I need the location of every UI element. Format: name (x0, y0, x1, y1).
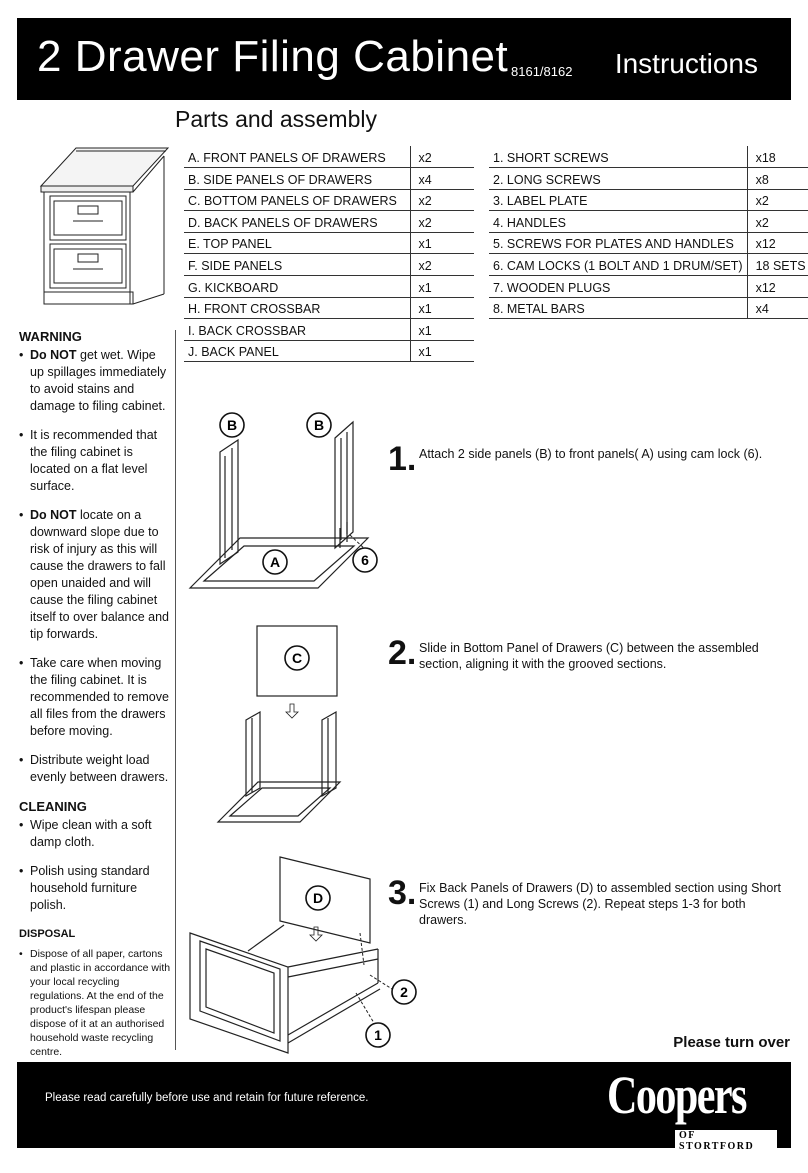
part-quantity: 18 SETS (747, 254, 808, 276)
list-item: • Wipe clean with a soft damp cloth. (19, 817, 173, 851)
list-item-text: locate on a downward slope due to risk of injury as this will cause the drawers to fall open unaided and will cause the filing cabinet itself to over balance and tip forwards. (30, 508, 169, 641)
part-quantity: x4 (747, 297, 808, 319)
table-row (184, 168, 474, 190)
diagram-label-d: D (312, 890, 324, 906)
diagram-label-1: 1 (374, 1027, 382, 1043)
step-number: 1. (388, 440, 417, 478)
part-name: 7. WOODEN PLUGS (489, 276, 747, 298)
part-quantity: x1 (410, 319, 474, 341)
cabinet-illustration (38, 144, 173, 309)
brand-logo (587, 1062, 777, 1152)
part-quantity: x2 (410, 211, 474, 233)
part-name: F. SIDE PANELS (184, 254, 410, 276)
part-quantity: x18 (747, 146, 808, 168)
step-text: Attach 2 side panels (B) to front panels( A) using cam lock (6). (419, 447, 763, 461)
table-row (489, 168, 808, 190)
table-row (184, 189, 474, 211)
diagram-label-b1: B (226, 417, 238, 433)
part-name: G. KICKBOARD (184, 276, 410, 298)
part-quantity: x2 (410, 254, 474, 276)
step2-diagram (210, 624, 360, 834)
header-subtitle: Instructions (614, 48, 758, 79)
table-row (489, 189, 808, 211)
part-quantity: x1 (410, 340, 474, 362)
emphasis: Do NOT (30, 508, 77, 522)
table-row (489, 297, 808, 319)
table-row (184, 146, 474, 168)
part-name: D. BACK PANELS OF DRAWERS (184, 211, 410, 233)
part-name: 3. LABEL PLATE (489, 189, 747, 211)
table-row (184, 254, 474, 276)
part-quantity: x12 (747, 276, 808, 298)
model-number: 8161/8162 (511, 64, 573, 79)
step-number: 3. (388, 874, 417, 912)
part-name: 6. CAM LOCKS (1 BOLT AND 1 DRUM/SET) (489, 254, 747, 276)
table-row (489, 254, 808, 276)
part-name: 2. LONG SCREWS (489, 168, 747, 190)
part-quantity: x1 (410, 276, 474, 298)
part-name: E. TOP PANEL (184, 232, 410, 254)
step-text: Fix Back Panels of Drawers (D) to assembled section using Short Screws (1) and Long Screws (2). Repeat steps 1-3 for both drawers. (419, 881, 781, 927)
diagram-label-2: 2 (400, 984, 408, 1000)
list-item: • Distribute weight load evenly between drawers. (19, 752, 173, 786)
header-bar (17, 18, 791, 100)
list-item-text: get wet. Wipe up spillages immediately to avoid stains and damage to filing cabinet. (30, 348, 167, 413)
please-turn-over: Please turn over (673, 1034, 790, 1051)
part-quantity: x2 (410, 189, 474, 211)
part-quantity: x2 (410, 146, 474, 168)
step-text: Slide in Bottom Panel of Drawers (C) between the assembled section, aligning it with the grooved sections. (419, 641, 759, 671)
part-quantity: x2 (747, 189, 808, 211)
table-row (489, 211, 808, 233)
table-row (184, 297, 474, 319)
warning-list (19, 347, 173, 786)
list-item (19, 347, 173, 415)
column-divider (175, 330, 176, 1050)
diagram-label-a: A (269, 554, 281, 570)
part-quantity: x1 (410, 297, 474, 319)
sidebar (19, 322, 173, 1071)
table-row (184, 232, 474, 254)
list-item (19, 507, 173, 643)
part-quantity: x1 (410, 232, 474, 254)
part-name: I. BACK CROSSBAR (184, 319, 410, 341)
diagram-label-6: 6 (361, 552, 369, 568)
part-name: B. SIDE PANELS OF DRAWERS (184, 168, 410, 190)
part-name: A. FRONT PANELS OF DRAWERS (184, 146, 410, 168)
parts-heading: Parts and assembly (175, 106, 377, 132)
table-row (184, 211, 474, 233)
brand-subtitle: OF STORTFORD (675, 1130, 777, 1152)
part-name: C. BOTTOM PANELS OF DRAWERS (184, 189, 410, 211)
emphasis: Do NOT (30, 348, 77, 362)
part-name: 8. METAL BARS (489, 297, 747, 319)
part-name: 1. SHORT SCREWS (489, 146, 747, 168)
step1-diagram (190, 410, 380, 595)
hardware-table (489, 146, 808, 319)
list-item: • Polish using standard household furniture polish. (19, 863, 173, 914)
page-title: 2 Drawer Filing Cabinet (37, 32, 509, 81)
table-row (489, 232, 808, 254)
cleaning-heading: CLEANING (19, 799, 87, 814)
part-name: 4. HANDLES (489, 211, 747, 233)
disposal-heading: DISPOSAL (19, 928, 76, 940)
table-row (489, 146, 808, 168)
brand-name: Coopers (607, 1065, 746, 1125)
step-number: 2. (388, 634, 417, 672)
part-name: 5. SCREWS FOR PLATES AND HANDLES (489, 232, 747, 254)
part-quantity: x8 (747, 168, 808, 190)
diagram-label-c: C (291, 650, 303, 666)
list-item: • Dispose of all paper, cartons and plastic in accordance with your local recycling regulations. At the end of the product's lifespan please dispose of it at an authorised household waste recycling centre. (19, 947, 173, 1059)
diagram-label-b2: B (313, 417, 325, 433)
warning-heading: WARNING (19, 329, 82, 344)
part-quantity: x12 (747, 232, 808, 254)
cleaning-list (19, 817, 173, 914)
table-row (489, 276, 808, 298)
disposal-list (19, 947, 173, 1059)
part-name: J. BACK PANEL (184, 340, 410, 362)
part-quantity: x2 (747, 211, 808, 233)
part-name: H. FRONT CROSSBAR (184, 297, 410, 319)
table-row (184, 276, 474, 298)
panels-table (184, 146, 474, 362)
table-row (184, 319, 474, 341)
part-quantity: x4 (410, 168, 474, 190)
footer-note: Please read carefully before use and retain for future reference. (45, 1092, 369, 1104)
table-row (184, 340, 474, 362)
footer-bar (17, 1062, 791, 1152)
list-item: • Take care when moving the filing cabinet. It is recommended to remove all files from the drawers before moving. (19, 655, 173, 740)
list-item: • It is recommended that the filing cabinet is located on a flat level surface. (19, 427, 173, 495)
